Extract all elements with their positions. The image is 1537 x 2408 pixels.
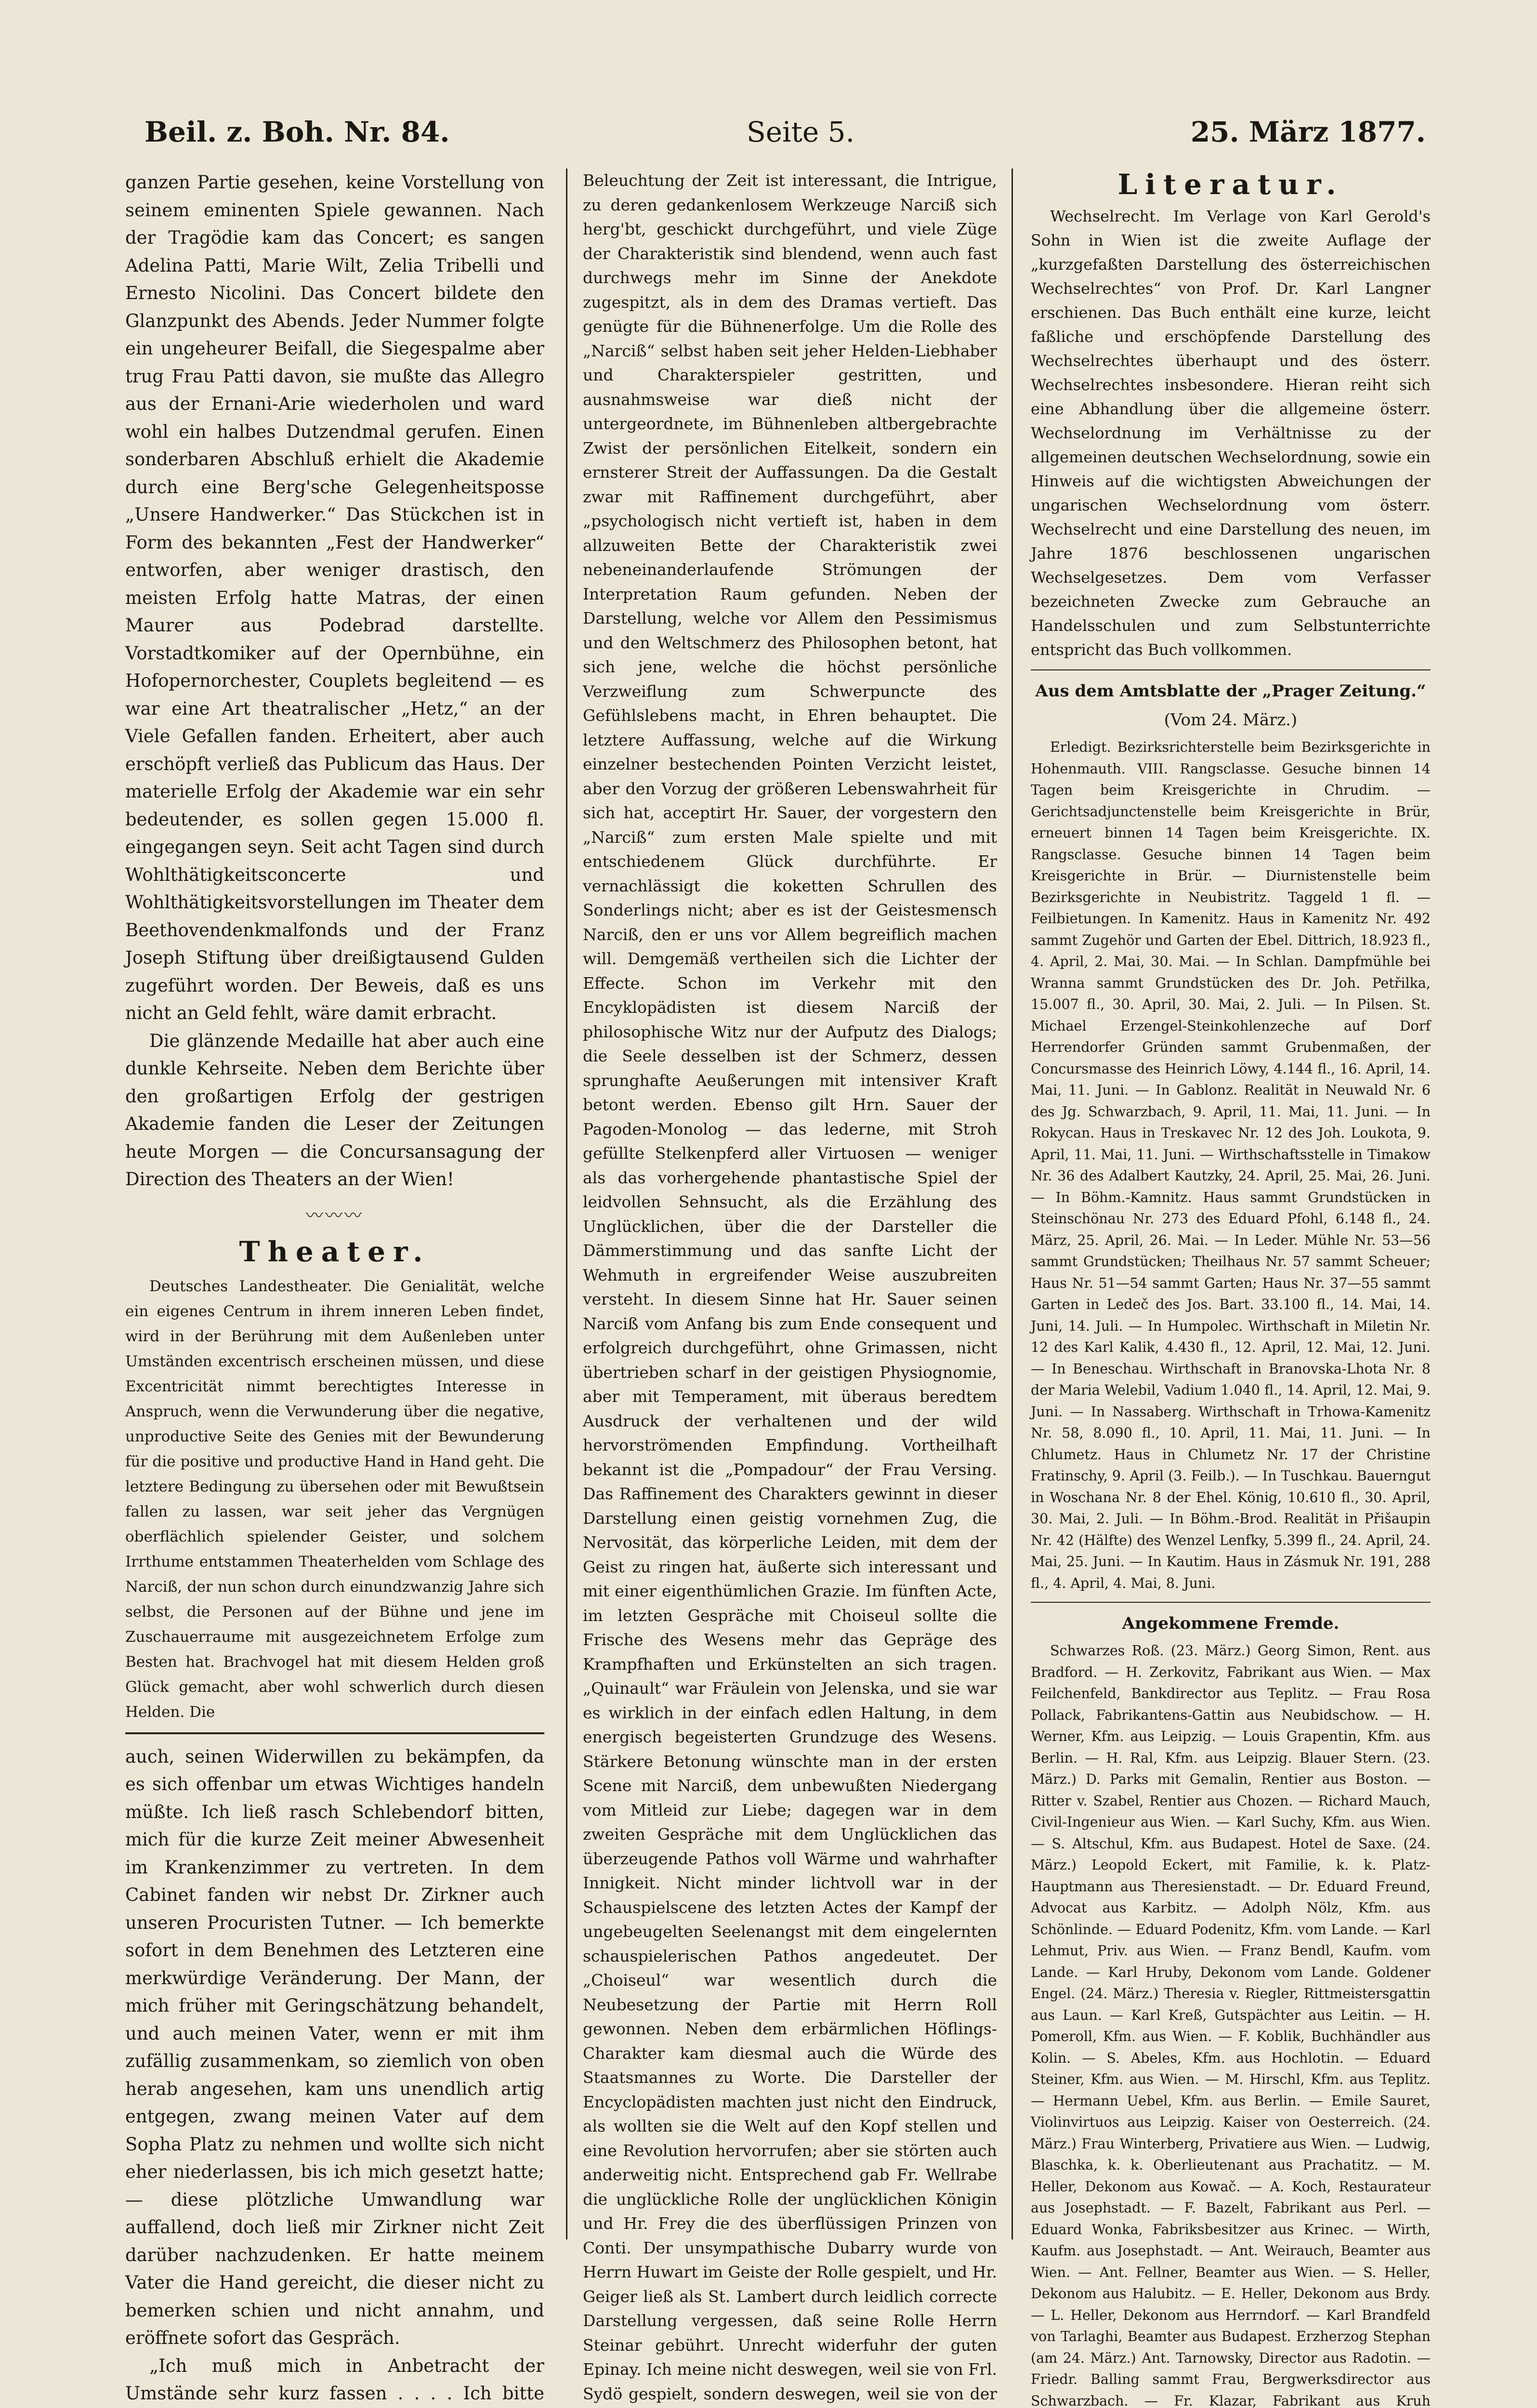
concert-report: ganzen Partie gesehen, keine Vorstellung von seinem eminenten Spiele gewannen. Nach der Tragödie kam das Concert; es sangen Adelina Patti, Marie Wilt, Zelia Tribelli und Ernesto Nicolini. Das Concert bildete den Glanzpunkt des Abends. Jeder Nummer folgte ein ungeheurer Beifall, die Siegespalme aber trug Frau Patti davon, sie mußte das Allegro aus der Ernani-Arie wiederholen und ward wohl ein halbes Dutzendmal gerufen. Einen sonderbaren Abschluß erhielt die Akademie durch eine Berg'sche Gelegenheitsposse „Unsere Handwerker.“ Das Stückchen ist in Form des bekannten „Fest der Handwerker“ entworfen, aber weniger drastisch, den meisten Erfolg hatte Matras, der einen Maurer aus Podebrad darstellte. Vorstadtkomiker auf der Opernbühne, ein Hofopernorchester, Couplets begleitend — es war eine Art theatralischer „Hetz,“ an der Viele Gefallen fanden. Erheitert, aber auch erschöpft verließ das Publicum das Haus. Der materielle Erfolg der Akademie war ein sehr bedeutender, es sollen gegen 15.000 fl. eingegangen seyn. Seit acht Tagen sind durch Wohlthätigkeitsconcerte und Wohlthätigkeitsvorstellungen im Theater dem Beethovendenkmalfonds und der Franz Joseph Stiftung über dreißigtausend Gulden zugeführt worden. Der Beweis, daß es uns nicht an Geld fehlt, wäre damit erbracht.	[125, 169, 544, 1027]
fremde-heading: Angekommene Fremde.	[1031, 1611, 1431, 1636]
running-head	[82, 116, 1426, 159]
rule-fremde	[1031, 1602, 1431, 1603]
column-2	[583, 169, 997, 2408]
header-page-number: Seite 5.	[747, 116, 854, 148]
theater-review-continued: Beleuchtung der Zeit ist interessant, die Intrigue, zu deren gedankenlosem Werkzeuge Narciß sich herg'bt, geschickt durchgeführt, und viele Züge der Charakteristik sind blendend, wenn auch fast durchwegs mehr im Sinne der Anekdote zugespitzt, als in dem des Dramas vertieft. Das genügte für die Bühnenerfolge. Um die Rolle des „Narciß“ selbst haben seit jeher Helden-Liebhaber und Charakterspieler gestritten, und ausnahmsweise war dieß nicht der untergeordnete, im Bühnenleben altbergebrachte Zwist der persönlichen Eitelkeit, sondern ein ernsterer Streit der Auffassungen. Da die Gestalt zwar mit Raffinement durchgeführt, aber „psychologisch nicht vertieft ist, haben in dem allzuweiten Bette der Charakteristik zwei nebeneinanderlaufende Strömungen der Interpretation Raum gefunden. Neben der Darstellung, welche vor Allem den Pessimismus und den Weltschmerz des Philosophen betont, hat sich jene, welche die höchst persönliche Verzweiflung zum Schwerpuncte des Gefühlslebens macht, in Ehren behauptet. Die letztere Auffassung, welche auf die Wirkung einzelner bestechenden Pointen Verzicht leistet, aber den Vorzug der größeren Lebenswahrheit für sich hat, acceptirt Hr. Sauer, der vorgestern den „Narciß“ zum ersten Male spielte und mit entschiedenem Glück durchführte. Er vernachlässigt die koketten Schrullen des Sonderlings nicht; aber es ist der Geistesmensch Narciß, den er uns vor Allem begreiflich machen will. Demgemäß vertheilen sich die Lichter der Effecte. Schon im Verkehr mit den Encyklopädisten ist diesem Narciß der philosophische Witz nur der Aufputz des Dialogs; die Seele desselben ist der Schmerz, dessen sprunghafte Aeußerungen mit intensiver Kraft betont werden. Ebenso gilt Hrn. Sauer der Pagoden-Monolog — das lederne, mit Stroh gefüllte Stelkenpferd aller Virtuosen — weniger als das vorhergehende phantastische Spiel der leidvollen Sehnsucht, als die Erzählung des Unglücklichen, über die der Darsteller die Dämmerstimmung und das sanfte Licht der Wehmuth in ergreifender Weise auszubreiten versteht. In diesem Sinne hat Hr. Sauer seinen Narciß vom Anfang bis zum Ende consequent und erfolgreich durchgeführt, ohne Grimassen, nicht übertrieben scharf in der geistigen Physiognomie, aber mit Temperament, mit überaus beredtem Ausdruck der verhaltenen und der wild hervorströmenden Empfindung. Vortheilhaft bekannt ist die „Pompadour“ der Frau Versing. Das Raffinement des Charakters gewinnt in dieser Darstellung einen geistig vornehmen Zug, die Nervosität, das körperliche Leiden, mit dem der Geist zu ringen hat, äußerte sich interessant und mit einer eigenthümlichen Grazie. Im fünften Acte, im letzten Gespräche mit Choiseul sollte die Frische des Wesens mehr das Gepräge des Krampfhaften und Erkünstelten an sich tragen. „Quinault“ war Fräulein von Jelenska, und sie war es wirklich in der einfach edlen Haltung, in dem energisch begeisterten Grundzuge des Wesens. Stärkere Betonung wünschte man in der ersten Scene mit Narciß, dem unbewußten Niedergang vom Mitleid zur Liebe; dagegen war in dem zweiten Gespräche mit dem Unglücklichen das überzeugende Pathos voll Wärme und wahrhafter Innigkeit. Nicht minder lichtvoll war in der Schauspielscene des letzten Actes der Kampf der ungebeugelten Seelenangst mit dem eingelernten schauspielerischen Pathos angedeutet. Der „Choiseul“ war wesentlich durch die Neubesetzung der Partie mit Herrn Roll gewonnen. Neben dem erbärmlichen Höflings-Charakter kam diesmal auch die Würde des Staatsmannes zu Worte. Die Darsteller der Encyclopädisten machten just nicht den Eindruck, als wollten sie die Welt auf den Kopf stellen und eine Revolution hervorrufen; aber sie störten auch anderweitig nicht. Entsprechend gab Fr. Wellrabe die unglückliche Rolle der unglücklichen Königin und Hr. Frey die des überflüssigen Prinzen von Conti. Der unsympathische Dubarry wurde von Herrn Huwart im Geiste der Rolle gespielt, und Hr. Geiger ließ als St. Lambert durch leidlich correcte Darstellung vergessen, daß seine Rolle Herrn Steinar gebührt. Unrecht widerfuhr der guten Epinay. Ich meine nicht deswegen, weil sie von Frl. Sydö gespielt, sondern deswegen, weil sie von der	[583, 169, 997, 2408]
arrived-guests-list: Schwarzes Roß. (23. März.) Georg Simon, Rent. aus Bradford. — H. Zerkovitz, Fabrikant aus Wien. — Max Feilchenfeld, Bankdirector aus Teplitz. — Frau Rosa Pollack, Fabrikantens-Gattin aus Neubidschow. — H. Werner, Kfm. aus Leipzig. — Louis Grapentin, Kfm. aus Berlin. — H. Ral, Kfm. aus Leipzig. Blauer Stern. (23. März.) D. Parks mit Gemalin, Rentier aus Boston. — Ritter v. Szabel, Rentier aus Chozen. — Richard Mauch, Civil-Ingenieur aus Wien. — Karl Suchy, Kfm. aus Wien. — S. Altschul, Kfm. aus Budapest. Hotel de Saxe. (24. März.) Leopold Eckert, mit Familie, k. k. Platz-Hauptmann aus Theresienstadt. — Dr. Eduard Freund, Advocat aus Karbitz. — Adolph Nölz, Kfm. aus Schönlinde. — Eduard Podenitz, Kfm. vom Lande. — Karl Lehmut, Priv. aus Wien. — Franz Bendl, Kaufm. vom Lande. — Karl Hruby, Dekonom vom Lande. Goldener Engel. (24. März.) Theresia v. Riegler, Rittmeistersgattin aus Laun. — Karl Kreß, Gutspächter aus Leitin. — H. Pomeroll, Kfm. aus Wien. — F. Koblik, Buchhändler aus Kolin. — S. Abeles, Kfm. aus Hochlotin. — Eduard Steiner, Kfm. aus Wien. — M. Hirschl, Kfm. aus Teplitz. — Hermann Uebel, Kfm. aus Berlin. — Emile Sauret, Violinvirtuos aus Leipzig. Kaiser von Oesterreich. (24. März.) Frau Winterberg, Privatiere aus Wien. — Ludwig, Blaschka, k. k. Oberlieutenant aus Prachatitz. — M. Heller, Dekonom aus Kowač. — A. Koch, Restaurateur aus Josephstadt. — F. Bazelt, Fabrikant aus Perl. — Eduard Wonka, Fabriksbesitzer aus Krinec. — Wirth, Kaufm. aus Josephstadt. — Ant. Weirauch, Beamter aus Wien. — Ant. Fellner, Beamter aus Wien. — S. Heller, Dekonom aus Halubitz. — E. Heller, Dekonom aus Brdy. — L. Heller, Dekonom aus Herrndorf. — Karl Brandfeld von Tarlaghi, Beamter aus Budapest. Erzherzog Stephan (am 24. März.) Ant. Tarnowsky, Director aus Radotin. — Friedr. Balling sammt Frau, Bergwerksdirector aus Schwarzbach. — Fr. Klazar, Fabrikant aus Kruh	[1031, 1640, 1431, 2408]
rule-amtsblatt	[1031, 669, 1431, 670]
novel-paragraph-2: „Ich muß mich in Anbetracht der Umstände sehr kurz fassen . . . . Ich bitte	[125, 2352, 544, 2408]
column-rule-2	[1012, 169, 1013, 2239]
amtsblatt-heading: Aus dem Amtsblatte der „Prager Zeitung.“	[1031, 679, 1431, 703]
column-rule-1	[566, 169, 567, 2239]
header-date: 25. März 1877.	[1191, 116, 1426, 148]
theater-heading: Theater.	[125, 1238, 544, 1266]
literature-heading: Literatur.	[1031, 172, 1431, 196]
feuilleton-rule	[125, 1732, 544, 1734]
novel-paragraph-1: auch, seinen Widerwillen zu bekämpfen, da es sich offenbar um etwas Wichtiges handeln müßte. Ich ließ rasch Schlebendorf bitten, mich für die kurze Zeit meiner Abwesenheit im Krankenzimmer zu vertreten. In dem Cabinet fanden wir nebst Dr. Zirkner auch unseren Procuristen Tutner. — Ich bemerkte sofort in dem Benehmen des Letzteren eine merkwürdige Veränderung. Der Mann, der mich früher mit Geringschätzung behandelt, und auch meinen Vater, wenn er mit ihm zufällig zusammenkam, so ziemlich von oben herab angesehen, kam uns unendlich artig entgegen, zwang meinen Vater auf dem Sopha Platz zu nehmen und wollte sich nicht eher niederlassen, bis ich mich gesetzt hatte; — diese plötzliche Umwandlung war auffallend, doch ließ mir Zirkner nicht Zeit darüber nachzudenken. Er hatte meinem Vater die Hand gereicht, die dieser nicht zu bemerken schien und nicht annahm, und eröffnete sofort das Gespräch.	[125, 1743, 544, 2352]
header-issue: Beil. z. Boh. Nr. 84.	[145, 116, 450, 148]
amtsblatt-date: (Vom 24. März.)	[1031, 708, 1431, 732]
column-3	[1031, 169, 1431, 2408]
section-divider: 〰〰〰	[125, 1202, 544, 1230]
concert-report-end: Die glänzende Medaille hat aber auch eine dunkle Kehrseite. Neben dem Berichte über den großartigen Erfolg der gestrigen Akademie fanden die Leser der Zeitungen heute Morgen — die Concursansagung der Direction des Theaters an der Wien!	[125, 1027, 544, 1193]
newspaper-page	[82, 96, 1426, 2225]
amtsblatt-notices: Erledigt. Bezirksrichterstelle beim Bezirksgerichte in Hohenmauth. VIII. Rangsclasse. Gesuche binnen 14 Tagen beim Kreisgerichte in Chrudim. — Gerichtsadjunctenstelle beim Kreisgerichte in Brür, erneuert binnen 14 Tagen beim Kreisgerichte. IX. Rangsclasse. Gesuche binnen 14 Tagen beim Kreisgerichte in Brür. — Diurnistenstelle beim Bezirksgerichte in Neubistritz. Taggeld 1 fl. — Feilbietungen. In Kamenitz. Haus in Kamenitz Nr. 492 sammt Zugehör und Garten der Ebel. Dittrich, 18.923 fl., 4. April, 2. Mai, 30. Mai. — In Schlan. Dampfmühle bei Wranna sammt Grundstücken des Dr. Joh. Petřilka, 15.007 fl., 30. April, 30. Mai, 2. Juli. — In Pilsen. St. Michael Erzengel-Steinkohlenzeche auf Dorf Herrendorfer Gründen sammt Grubenmaßen, der Concursmasse des Heinrich Löwy, 4.144 fl., 16. April, 14. Mai, 11. Juni. — In Gablonz. Realität in Neuwald Nr. 6 des Jg. Schwarzbach, 9. April, 11. Mai, 11. Juni. — In Rokycan. Haus in Treskavec Nr. 12 des Joh. Loukota, 9. April, 11. Mai, 11. Juni. — Wirthschaftsstelle in Timakow Nr. 36 des Adalbert Kautzky, 24. April, 25. Mai, 26. Juni. — In Böhm.-Kamnitz. Haus sammt Grundstücken in Steinschönau Nr. 273 des Eduard Pfohl, 6.148 fl., 24. März, 25. April, 26. Mai. — In Leder. Mühle Nr. 53—56 sammt Grundstücken; Theilhaus Nr. 57 sammt Scheuer; Haus Nr. 51—54 sammt Garten; Haus Nr. 37—55 sammt Garten in Ledeč des Jos. Bart. 33.100 fl., 14. Mai, 14. Juni, 14. Juli. — In Humpolec. Wirthschaft in Miletin Nr. 12 des Karl Kalik, 4.430 fl., 12. April, 12. Mai, 12. Juni. — In Beneschau. Wirthschaft in Branovska-Lhota Nr. 8 der Maria Welebil, Vadium 1.040 fl., 14. April, 12. Mai, 9. Juni. — In Nassaberg. Wirthschaft in Trhowa-Kamenitz Nr. 58, 8.090 fl., 10. April, 11. Mai, 11. Juni. — In Chlumetz. Haus in Chlumetz Nr. 17 der Christine Fratinschy, 9. April (3. Feilb.). — In Tuschkau. Bauerngut in Woschana Nr. 8 der Ehel. König, 10.610 fl., 30. April, 30. Mai, 2. Juli. — In Böhm.-Brod. Realität in Přišaupin Nr. 42 (Hälfte) des Wenzel Lenfky, 5.399 fl., 24. April, 24. Mai, 25. Juni. — In Kautim. Haus in Zásmuk Nr. 191, 288 fl., 4. April, 4. Mai, 8. Juni.	[1031, 737, 1431, 1594]
theater-review-start: Deutsches Landestheater. Die Genialität, welche ein eigenes Centrum in ihrem inneren Leben findet, wird in der Berührung mit dem Außenleben unter Umständen excentrisch erscheinen müssen, und diese Excentricität nimmt berechtigtes Interesse in Anspruch, wenn die Verwunderung über die negative, unproductive Seite des Genies mit der Bewunderung für die positive und productive Hand in Hand geht. Die letztere Bedingung zu übersehen oder mit Bewußtsein fallen zu lassen, war seit jeher das Vergnügen oberflächlich spielender Geister, und solchem Irrthume entstammen Theaterhelden vom Schlage des Narciß, der nun schon durch einundzwanzig Jahre sich selbst, die Personen auf der Bühne und jene im Zuschauerraume mit ausgezeichnetem Erfolge zum Besten hat. Brachvogel hat mit diesem Helden groß Glück gemacht, aber wohl schwerlich durch diesen Helden. Die	[125, 1274, 544, 1725]
literature-notice: Wechselrecht. Im Verlage von Karl Gerold's Sohn in Wien ist die zweite Auflage der „kurzgefaßten Darstellung des österreichischen Wechselrechtes“ von Prof. Dr. Karl Langner erschienen. Das Buch enthält eine kurze, leicht faßliche und erschöpfende Darstellung des Wechselrechtes überhaupt und des österr. Wechselrechtes insbesondere. Hieran reiht sich eine Abhandlung über die allgemeine österr. Wechselordnung im Verhältnisse zu der allgemeinen deutschen Wechselordnung, sowie ein Hinweis auf die wichtigsten Abweichungen der ungarischen Wechselordnung vom österr. Wechselrecht und eine Darstellung des neuen, im Jahre 1876 beschlossenen ungarischen Wechselgesetzes. Dem vom Verfasser bezeichneten Zwecke zum Gebrauche an Handelsschulen und zum Selbstunterrichte entspricht das Buch vollkommen.	[1031, 204, 1431, 662]
column-1	[125, 169, 544, 2408]
